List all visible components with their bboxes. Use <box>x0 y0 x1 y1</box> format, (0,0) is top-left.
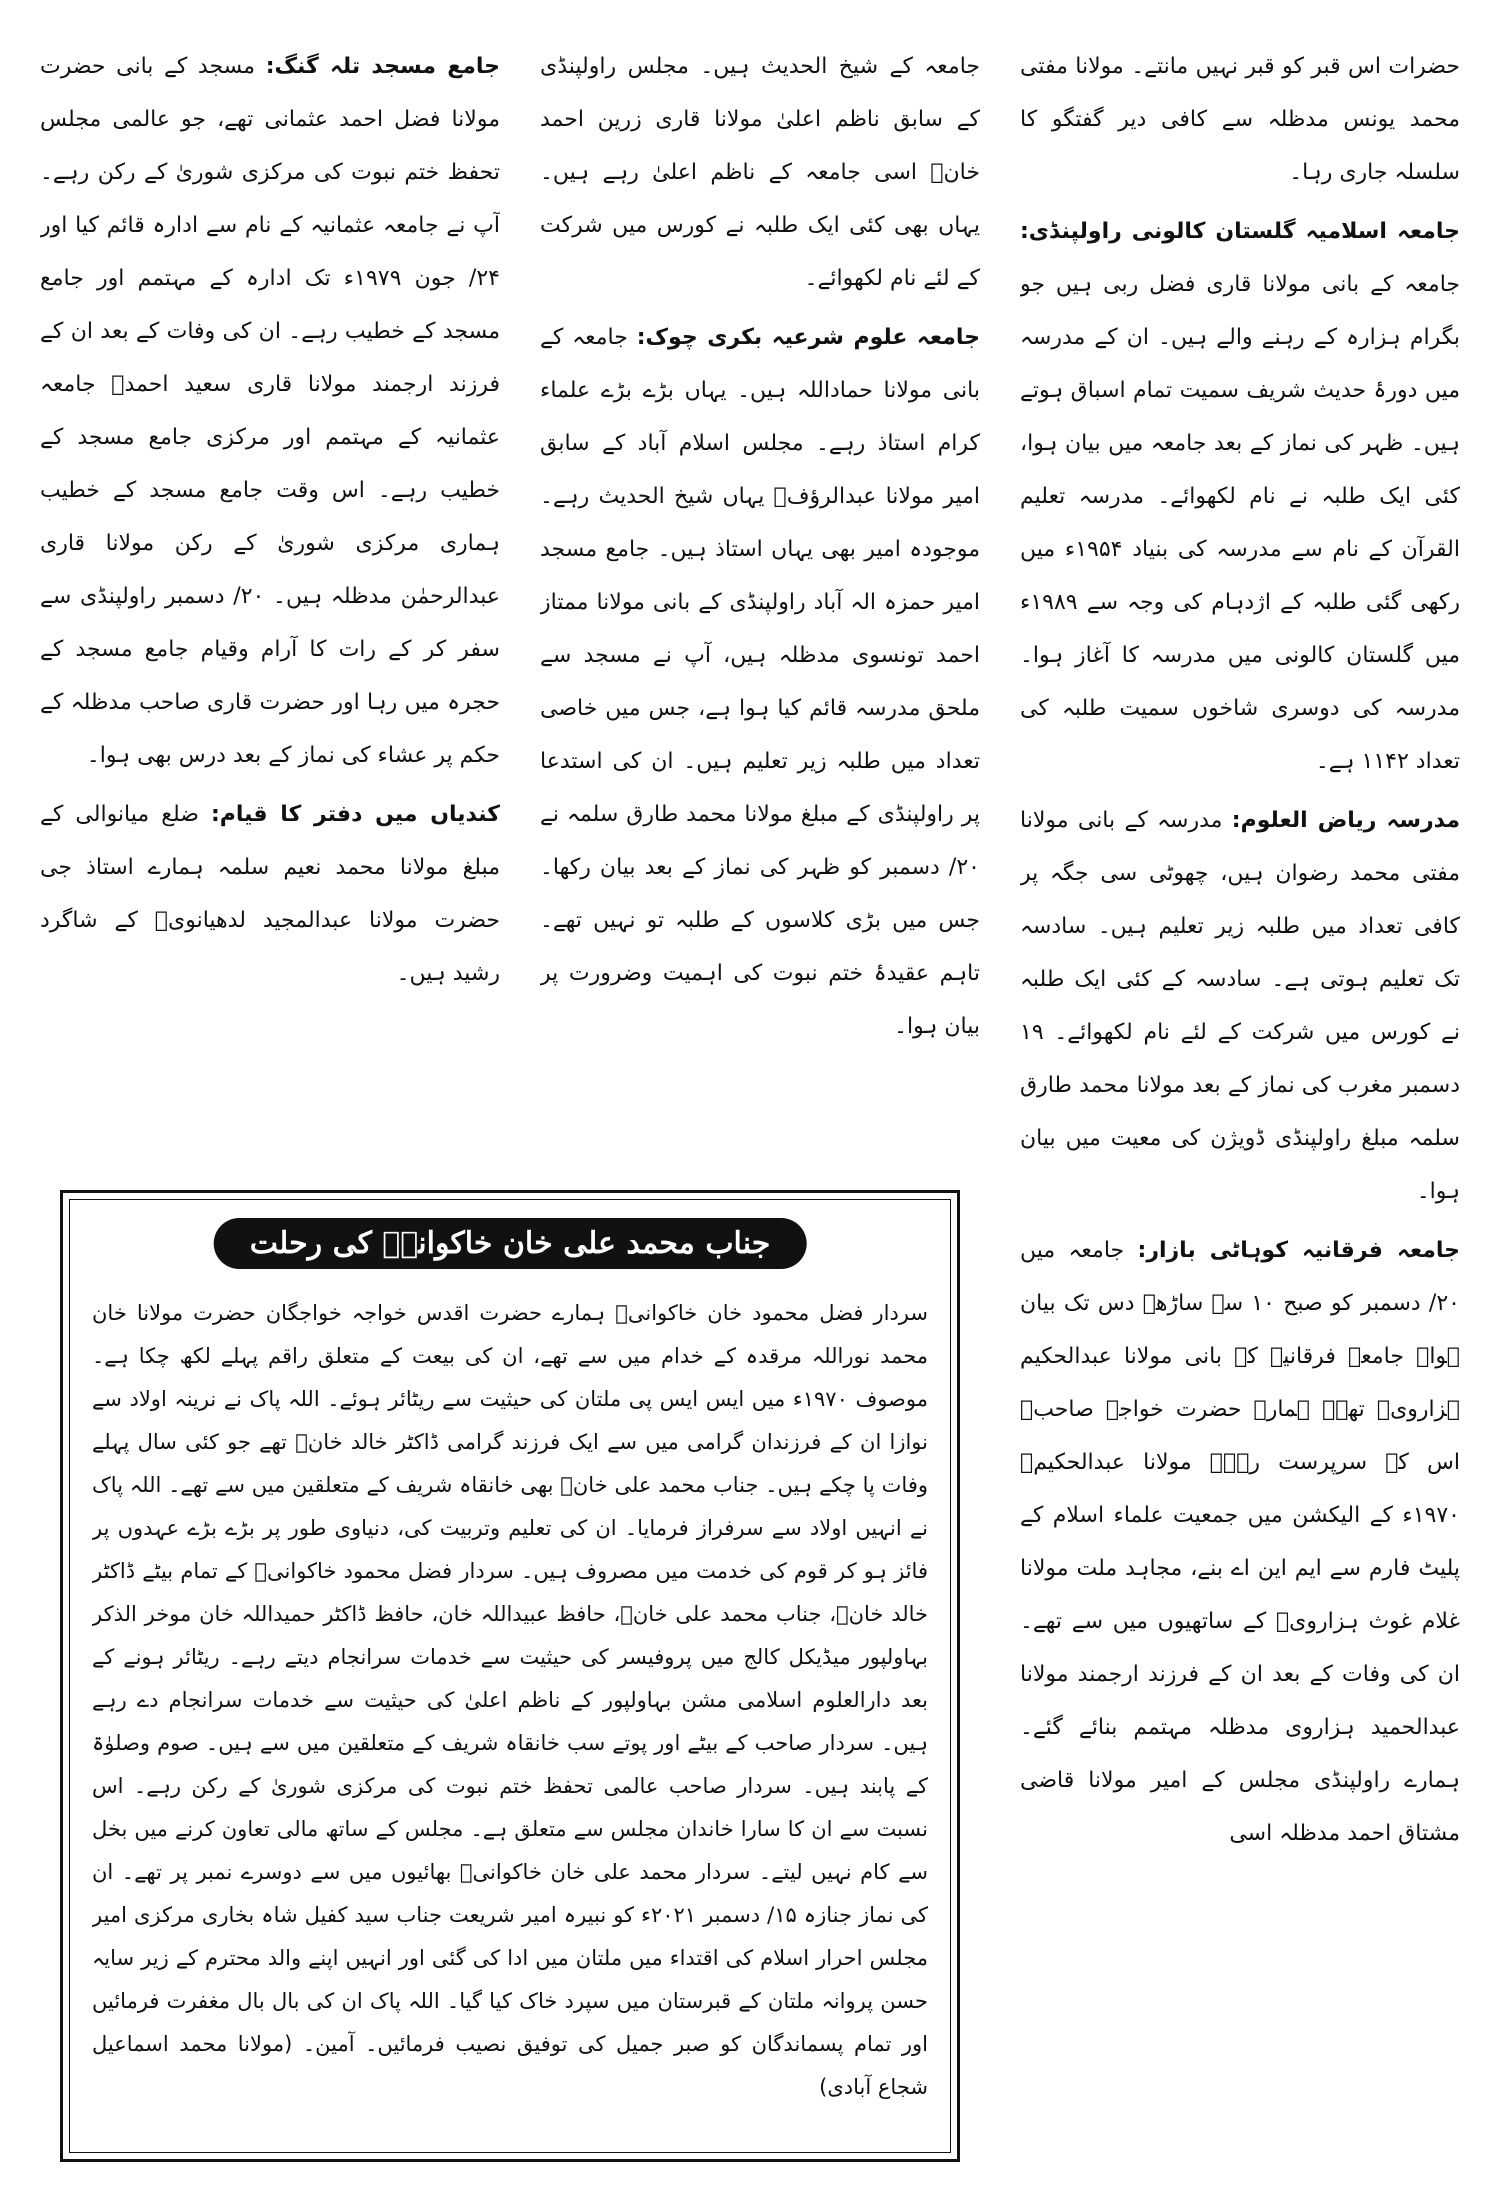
section-riaz-ul-uloom <box>1020 794 1460 1218</box>
section-body: جامعہ کے بانی مولانا قاری فضل ربی ہیں جو بگرام ہزارہ کے رہنے والے ہیں۔ ان کے مدرسہ میں دورۂ حدیث شریف سمیت تمام اسباق ہوتے ہیں۔ ظہر کی نماز کے بعد جامعہ میں بیان ہوا، کئی ایک طلبہ نے نام لکھوائے۔ مدرسہ تعلیم القرآن کے نام سے مدرسہ کی بنیاد ۱۹۵۴ء میں رکھی گئی طلبہ کے اژدہام کی وجہ سے ۱۹۸۹ء میں گلستان کالونی میں مدرسہ کا آغاز ہوا۔ مدرسہ کی دوسری شاخوں سمیت طلبہ کی تعداد ۱۱۴۲ ہے۔ <box>1020 272 1460 774</box>
left-column <box>40 40 500 1160</box>
section-body: مدرسہ کے بانی مولانا مفتی محمد رضوان ہیں، چھوٹی سی جگہ پر کافی تعداد میں طلبہ زیر تعلیم ہیں۔ سادسہ تک تعلیم ہوتی ہے۔ سادسہ کے کئی ایک طلبہ نے کورس میں شرکت کے لئے نام لکھوائے۔ ۱۹ دسمبر مغرب کی نماز کے بعد مولانا محمد طارق سلمہ مبلغ راولپنڈی ڈویژن کی معیت میں بیان ہوا۔ <box>1020 808 1460 1204</box>
right-column <box>1020 40 1460 2180</box>
obituary-inner-border <box>69 1199 951 2153</box>
obituary-title: جناب محمد علی خان خاکوانیؒ کی رحلت <box>214 1218 807 1269</box>
obituary-body: سردار فضل محمود خان خاکوانیؒ ہمارے حضرت اقدس خواجہ خواجگان حضرت مولانا خان محمد نوراللہ مرقدہ کے خدام میں سے تھے، ان کی بیعت کے متعلق راقم پہلے لکھ چکا ہے۔ موصوف ۱۹۷۰ء میں ایس ایس پی ملتان کی حیثیت سے ریٹائر ہوئے۔ اللہ پاک نے نرینہ اولاد سے نوازا ان کے فرزندان گرامی میں سے ایک فرزند گرامی ڈاکٹر خالد خانؒ تھے جو کئی سال پہلے وفات پا چکے ہیں۔ جناب محمد علی خانؒ بھی خانقاہ شریف کے متعلقین میں سے تھے۔ اللہ پاک نے انہیں اولاد سے سرفراز فرمایا۔ ان کی تعلیم وتربیت کی، دنیاوی طور پر بڑے بڑے عہدوں پر فائز ہو کر قوم کی خدمت میں مصروف ہیں۔ سردار فضل محمود خاکوانیؒ کے تمام بیٹے ڈاکٹر خالد خانؒ، جناب محمد علی خانؒ، حافظ عبیداللہ خان، حافظ ڈاکٹر حمیداللہ خان موخر الذکر بہاولپور میڈیکل کالج میں پروفیسر کی حیثیت سے خدمات سرانجام دیتے رہے۔ ریٹائر ہونے کے بعد دارالعلوم اسلامی مشن بہاولپور کے ناظم اعلیٰ کی حیثیت سے خدمات سرانجام دے رہے ہیں۔ سردار صاحب کے بیٹے اور پوتے سب خانقاہ شریف کے متعلقین میں سے ہیں۔ صوم وصلوٰۃ کے پابند ہیں۔ سردار صاحب عالمی تحفظ ختم نبوت کی مرکزی شوریٰ کے رکن رہے۔ اس نسبت سے ان کا سارا خاندان مجلس سے متعلق ہے۔ مجلس کے ساتھ مالی تعاون کرنے میں بخل سے کام نہیں لیتے۔ سردار محمد علی خان خاکوانیؒ بھائیوں میں سے دوسرے نمبر پر تھے۔ ان کی نماز جنازہ ۱۵/ دسمبر ۲۰۲۱ء کو نبیرہ امیر شریعت جناب سید کفیل شاہ بخاری مرکزی امیر مجلس احرار اسلام کی اقتداء میں ملتان میں ادا کی گئی اور انہیں اپنے والد محترم کے زیر سایہ حسن پروانہ ملتان کے قبرستان میں سپرد خاک کیا گیا۔ اللہ پاک ان کی بال بال مغفرت فرمائیں اور تمام پسماندگان کو صبر جمیل کی توفیق نصیب فرمائیں۔ آمین۔ (مولانا محمد اسماعیل شجاع آبادی) <box>92 1301 928 2099</box>
section-heading: جامعہ فرقانیہ کوہاٹی بازار: <box>1137 1238 1460 1263</box>
section-gulistan-colony <box>1020 205 1460 788</box>
paragraph: حضرات اس قبر کو قبر نہیں مانتے۔ مولانا مفتی محمد یونس مدظلہ سے کافی دیر گفتگو کا سلسلہ جاری رہا۔ <box>1020 54 1460 185</box>
obituary-box <box>60 1190 960 2162</box>
section-kundian <box>40 788 500 1000</box>
section-heading: جامع مسجد تلہ گنگ: <box>265 54 500 79</box>
section-furqania <box>1020 1224 1460 1860</box>
section-heading: مدرسہ ریاض العلوم: <box>1231 808 1460 833</box>
paragraph: جامعہ کے شیخ الحدیث ہیں۔ مجلس راولپنڈی کے سابق ناظم اعلیٰ مولانا قاری زرین احمد خانؒ اسی جامعہ کے ناظم اعلیٰ رہے ہیں۔ یہاں بھی کئی ایک طلبہ نے کورس میں شرکت کے لئے نام لکھوائے۔ <box>540 54 980 291</box>
section-heading: جامعہ علوم شرعیہ بکری چوک: <box>636 325 980 350</box>
section-body: مسجد کے بانی حضرت مولانا فضل احمد عثمانی تھے، جو عالمی مجلس تحفظ ختم نبوت کی مرکزی شوریٰ کے رکن رہے۔ آپ نے جامعہ عثمانیہ کے نام سے ادارہ قائم کیا اور ۲۴/ جون ۱۹۷۹ء تک ادارہ کے مہتمم اور جامع مسجد کے خطیب رہے۔ ان کی وفات کے بعد ان کے فرزند ارجمند مولانا قاری سعید احمدؒ جامعہ عثمانیہ کے مہتمم اور مرکزی جامع مسجد کے خطیب رہے۔ اس وقت جامع مسجد کے خطیب ہماری مرکزی شوریٰ کے رکن مولانا قاری عبدالرحمٰن مدظلہ ہیں۔ ۲۰/ دسمبر راولپنڈی سے سفر کر کے رات کا آرام وقیام جامع مسجد کے حجرہ میں رہا اور حضرت قاری صاحب مدظلہ کے حکم پر عشاء کی نماز کے بعد درس بھی ہوا۔ <box>40 54 500 768</box>
section-body: جامعہ میں ۲۰/ دسمبر کو صبح ۱۰ سے ساڑھے دس تک بیان ہوا۔ جامعہ فرقانیہ کے بانی مولانا عبدالحکیم ہزارویؒ تھے۔ ہمارے حضرت خواجہ صاحبؒ اس کے سرپرست رہے۔ مولانا عبدالحکیمؒ ۱۹۷۰ء کے الیکشن میں جمعیت علماء اسلام کے پلیٹ فارم سے ایم این اے بنے، مجاہد ملت مولانا غلام غوث ہزارویؒ کے ساتھیوں میں سے تھے۔ ان کی وفات کے بعد ان کے فرزند ارجمند مولانا عبدالحمید ہزاروی مدظلہ مہتمم بنائے گئے۔ ہمارے راولپنڈی مجلس کے امیر مولانا قاضی مشتاق احمد مدظلہ اسی <box>1020 1238 1460 1846</box>
section-body: ضلع میانوالی کے مبلغ مولانا محمد نعیم سلمہ ہمارے استاذ جی حضرت مولانا عبدالمجید لدھیانویؒ کے شاگرد رشید ہیں۔ <box>40 802 500 986</box>
middle-column <box>540 40 980 1160</box>
section-heading: کندیاں میں دفتر کا قیام: <box>210 802 500 827</box>
section-heading: جامعہ اسلامیہ گلستان کالونی راولپنڈی: <box>1020 219 1460 244</box>
section-body: جامعہ کے بانی مولانا حماداللہ ہیں۔ یہاں بڑے بڑے علماء کرام استاذ رہے۔ مجلس اسلام آباد کے سابق امیر مولانا عبدالرؤفؒ یہاں شیخ الحدیث رہے۔ موجودہ امیر بھی یہاں استاذ ہیں۔ جامع مسجد امیر حمزہ الہ آباد راولپنڈی کے بانی مولانا ممتاز احمد تونسوی مدظلہ ہیں، آپ نے مسجد سے ملحق مدرسہ قائم کیا ہوا ہے، جس میں خاصی تعداد میں طلبہ زیر تعلیم ہیں۔ ان کی استدعا پر راولپنڈی کے مبلغ مولانا محمد طارق سلمہ نے ۲۰/ دسمبر کو ظہر کی نماز کے بعد بیان رکھا۔ جس میں بڑی کلاسوں کے طلبہ تو نہیں تھے۔ تاہم عقیدۂ ختم نبوت کی اہمیت وضرورت پر بیان ہوا۔ <box>540 325 980 1039</box>
section-talagang <box>40 40 500 782</box>
section-uloom-sharia <box>540 311 980 1053</box>
